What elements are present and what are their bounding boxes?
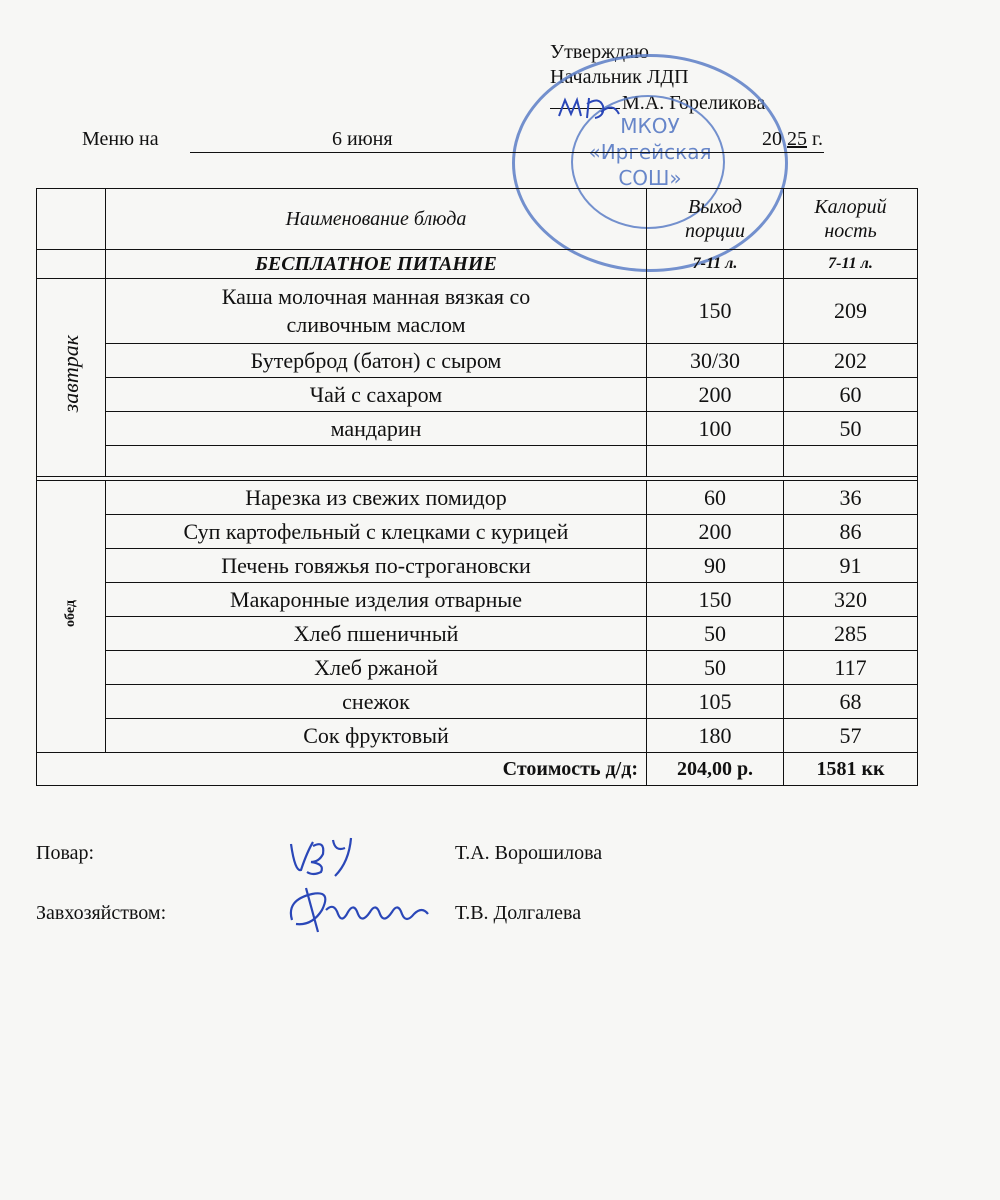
free-meal-label: БЕСПЛАТНОЕ ПИТАНИЕ xyxy=(106,250,647,279)
cook-name: Т.А. Ворошилова xyxy=(455,842,603,864)
table-header-row xyxy=(37,189,918,250)
portion-cell: 200 xyxy=(647,515,784,549)
breakfast-section-label xyxy=(37,279,106,477)
table-row xyxy=(37,549,918,583)
calories-cell: 117 xyxy=(784,651,918,685)
calories-cell: 68 xyxy=(784,685,918,719)
menu-year xyxy=(762,128,823,151)
total-calories: 1581 кк xyxy=(784,753,918,786)
approval-signature-icon xyxy=(555,92,625,126)
table-row xyxy=(37,617,918,651)
dish-line1: Каша молочная манная вязкая со xyxy=(221,284,531,309)
header-portion xyxy=(647,189,784,250)
total-label: Стоимость д/д: xyxy=(106,753,647,786)
calories-cell: 285 xyxy=(784,617,918,651)
header-dish: Наименование блюда xyxy=(106,189,647,250)
approval-title: Утверждаю xyxy=(550,41,649,63)
menu-date-underline xyxy=(190,128,824,153)
calories-cell: 202 xyxy=(784,344,918,378)
portion-cell: 90 xyxy=(647,549,784,583)
portion-cell-empty xyxy=(647,446,784,477)
table-row xyxy=(37,651,918,685)
dish-cell: снежок xyxy=(106,685,647,719)
table-row xyxy=(37,344,918,378)
free-meal-row xyxy=(37,250,918,279)
table-row xyxy=(37,481,918,515)
header-calories xyxy=(784,189,918,250)
dish-line2: сливочным маслом xyxy=(286,312,466,337)
portion-cell: 30/30 xyxy=(647,344,784,378)
supply-role: Завхозяйством: xyxy=(36,902,167,924)
breakfast-label-text: завтрак xyxy=(58,335,83,413)
header-blank-cell xyxy=(37,189,106,250)
menu-year-prefix: 20 xyxy=(762,128,782,150)
dish-cell: Сок фруктовый xyxy=(106,719,647,753)
portion-cell: 105 xyxy=(647,685,784,719)
supply-name: Т.В. Долгалева xyxy=(455,902,582,924)
calories-cell: 86 xyxy=(784,515,918,549)
menu-date-line xyxy=(82,128,842,156)
table-row xyxy=(37,719,918,753)
calories-cell-empty xyxy=(784,446,918,477)
portion-cell: 100 xyxy=(647,412,784,446)
header-calories-line2: ность xyxy=(824,220,877,242)
total-blank-cell xyxy=(37,753,106,786)
header-portion-line2: порции xyxy=(685,220,745,242)
empty-row xyxy=(37,446,918,477)
table-row xyxy=(37,583,918,617)
portion-cell: 150 xyxy=(647,279,784,344)
dish-cell: Печень говяжья по-строгановски xyxy=(106,549,647,583)
header-calories-line1: Калорий xyxy=(814,196,887,218)
dish-cell: Хлеб ржаной xyxy=(106,651,647,685)
approval-name: М.А. Гореликова xyxy=(622,92,766,114)
menu-date: 6 июня xyxy=(332,128,393,150)
portion-cell: 200 xyxy=(647,378,784,412)
free-meal-blank-cell xyxy=(37,250,106,279)
dish-cell: Хлеб пшеничный xyxy=(106,617,647,651)
dish-cell: Чай с сахаром xyxy=(106,378,647,412)
lunch-section-label xyxy=(37,481,106,753)
menu-year-unit: г. xyxy=(812,128,823,150)
lunch-label-text: обед xyxy=(63,600,78,627)
menu-table xyxy=(36,188,918,786)
portion-cell: 180 xyxy=(647,719,784,753)
portion-cell: 50 xyxy=(647,617,784,651)
table-row xyxy=(37,685,918,719)
calories-cell: 36 xyxy=(784,481,918,515)
dish-cell-empty xyxy=(106,446,647,477)
stamp-line3: СОШ» xyxy=(618,166,682,190)
dish-cell: Нарезка из свежих помидор xyxy=(106,481,647,515)
total-row xyxy=(37,753,918,786)
approval-position: Начальник ЛДП xyxy=(550,66,689,88)
table-row xyxy=(37,378,918,412)
free-meal-calories-age: 7-11 л. xyxy=(784,250,918,279)
calories-cell: 320 xyxy=(784,583,918,617)
calories-cell: 209 xyxy=(784,279,918,344)
menu-label: Меню на xyxy=(82,128,159,150)
dish-cell: Макаронные изделия отварные xyxy=(106,583,647,617)
cook-signature-icon xyxy=(285,832,365,878)
table-row xyxy=(37,412,918,446)
stamp-line1: МКОУ xyxy=(620,114,680,138)
dish-cell: Бутерброд (батон) с сыром xyxy=(106,344,647,378)
total-cost: 204,00 р. xyxy=(647,753,784,786)
portion-cell: 50 xyxy=(647,651,784,685)
calories-cell: 91 xyxy=(784,549,918,583)
calories-cell: 57 xyxy=(784,719,918,753)
dish-cell: мандарин xyxy=(106,412,647,446)
portion-cell: 150 xyxy=(647,583,784,617)
dish-cell xyxy=(106,279,647,344)
supply-signature-icon xyxy=(282,880,442,936)
table-row xyxy=(37,515,918,549)
dish-cell: Суп картофельный с клецками с курицей xyxy=(106,515,647,549)
portion-cell: 60 xyxy=(647,481,784,515)
cook-role: Повар: xyxy=(36,842,95,864)
calories-cell: 60 xyxy=(784,378,918,412)
free-meal-portion-age: 7-11 л. xyxy=(647,250,784,279)
calories-cell: 50 xyxy=(784,412,918,446)
header-portion-line1: Выход xyxy=(688,196,742,218)
menu-year-suffix: 25 xyxy=(787,128,807,150)
stamp-line2: «Иргейская xyxy=(588,140,712,164)
table-row xyxy=(37,279,918,344)
